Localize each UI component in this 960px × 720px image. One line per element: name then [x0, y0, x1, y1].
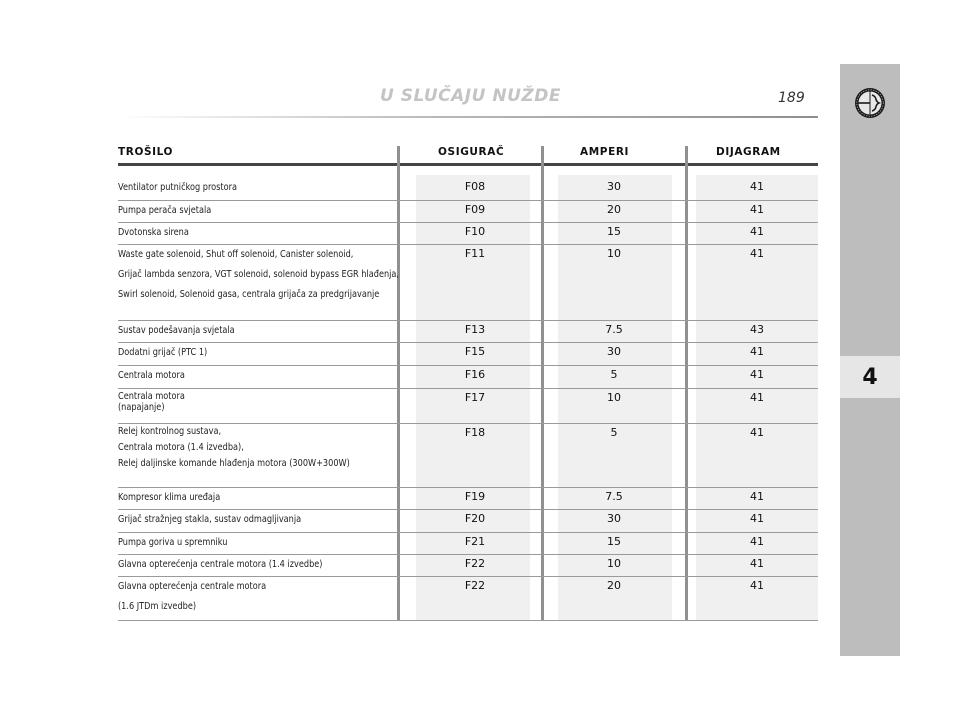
consumer-description-line: Grijač lambda senzora, VGT solenoid, solenoid bypass EGR hlađenja, — [118, 269, 400, 280]
fuse-value: F16 — [464, 368, 486, 381]
diagram-value: 41 — [750, 180, 764, 193]
chapter-number: 4 — [840, 356, 900, 398]
fuse-value: F17 — [464, 391, 486, 404]
consumer-description-line: Pumpa perača svjetala — [118, 205, 212, 216]
consumer-description-line: Glavna opterećenja centrale motora — [118, 581, 267, 592]
amperes-value: 7.5 — [605, 490, 623, 503]
diagram-value: 41 — [750, 535, 764, 548]
diagram-value: 41 — [750, 579, 764, 592]
table-row — [118, 201, 818, 223]
column-header-amperes: AMPERI — [580, 146, 630, 158]
chapter-side-tab — [840, 64, 900, 656]
amperes-value: 15 — [607, 225, 621, 238]
fuse-value: F15 — [464, 345, 486, 358]
consumer-description — [118, 223, 359, 243]
consumer-description — [118, 577, 359, 617]
table-header-rule — [118, 163, 818, 166]
amperes-value: 5 — [610, 426, 618, 439]
amperes-value: 10 — [607, 247, 621, 260]
table-row — [118, 223, 818, 245]
consumer-description-line: Dodatni grijač (PTC 1) — [118, 347, 208, 358]
diagram-value: 41 — [750, 203, 764, 216]
table-row — [118, 321, 818, 343]
consumer-description — [118, 424, 359, 472]
diagram-value: 41 — [750, 426, 764, 439]
amperes-value: 5 — [610, 368, 618, 381]
consumer-description-line: Swirl solenoid, Solenoid gasa, centrala grijača za predgrijavanje — [118, 289, 380, 300]
table-row — [118, 533, 818, 555]
consumer-description — [118, 533, 359, 553]
consumer-description — [118, 343, 359, 363]
fuse-value: F11 — [464, 247, 486, 260]
table-row — [118, 343, 818, 366]
fuse-value: F08 — [464, 180, 486, 193]
consumer-description-line: Waste gate solenoid, Shut off solenoid, Canister solenoid, — [118, 249, 354, 260]
consumer-description-line: Pumpa goriva u spremniku — [118, 537, 228, 548]
fuse-value: F22 — [464, 557, 486, 570]
table-row — [118, 424, 818, 488]
fuse-value: F22 — [464, 579, 486, 592]
page-number: 189 — [778, 90, 805, 106]
table-row — [118, 389, 818, 424]
fuse-value: F18 — [464, 426, 486, 439]
consumer-description-line: Centrala motora — [118, 391, 185, 402]
consumer-description — [118, 389, 359, 413]
fuse-value: F21 — [464, 535, 486, 548]
amperes-value: 10 — [607, 391, 621, 404]
amperes-value: 15 — [607, 535, 621, 548]
amperes-value: 30 — [607, 345, 621, 358]
consumer-description-line: (1.6 JTDm izvedbe) — [118, 601, 197, 612]
consumer-description — [118, 245, 400, 305]
fuse-value: F13 — [464, 323, 486, 336]
diagram-value: 41 — [750, 557, 764, 570]
column-header-diagram: DIJAGRAM — [716, 146, 781, 158]
diagram-value: 41 — [750, 345, 764, 358]
section-title: U SLUČAJU NUŽDE — [380, 86, 561, 106]
fuse-value: F09 — [464, 203, 486, 216]
table-row — [118, 510, 818, 533]
header-rule — [118, 116, 818, 118]
diagram-value: 43 — [750, 323, 764, 336]
amperes-value: 20 — [607, 203, 621, 216]
consumer-description-line: Relej kontrolnog sustava, — [118, 426, 222, 437]
consumer-description — [118, 321, 359, 341]
fuse-value: F19 — [464, 490, 486, 503]
table-row — [118, 577, 818, 621]
amperes-value: 20 — [607, 579, 621, 592]
amperes-value: 7.5 — [605, 323, 623, 336]
amperes-value: 10 — [607, 557, 621, 570]
consumer-description-line: Centrala motora (1.4 izvedba), — [118, 442, 244, 453]
amperes-value: 30 — [607, 180, 621, 193]
table-row — [118, 178, 818, 201]
consumer-description-line: Dvotonska sirena — [118, 227, 189, 238]
consumer-description — [118, 555, 359, 575]
amperes-value: 30 — [607, 512, 621, 525]
consumer-description-line: Centrala motora — [118, 370, 185, 381]
diagram-value: 41 — [750, 490, 764, 503]
consumer-description-line: Glavna opterećenja centrale motora (1.4 izvedbe) — [118, 559, 323, 570]
fuse-value: F20 — [464, 512, 486, 525]
consumer-description — [118, 488, 359, 508]
table-row — [118, 555, 818, 577]
table-row — [118, 245, 818, 321]
consumer-description — [118, 366, 359, 386]
consumer-description-line: Ventilator putničkog prostora — [118, 182, 237, 193]
diagram-value: 41 — [750, 512, 764, 525]
consumer-description — [118, 510, 359, 530]
diagram-value: 41 — [750, 391, 764, 404]
diagram-value: 41 — [750, 368, 764, 381]
consumer-description — [118, 178, 359, 198]
consumer-description-line: Relej daljinske komande hlađenja motora (300W+300W) — [118, 458, 350, 469]
consumer-description — [118, 201, 359, 221]
consumer-description-line: Sustav podešavanja svjetala — [118, 325, 235, 336]
diagram-value: 41 — [750, 247, 764, 260]
diagram-value: 41 — [750, 225, 764, 238]
column-header-fuse: OSIGURAČ — [438, 146, 505, 158]
column-header-consumer: TROŠILO — [118, 146, 174, 158]
consumer-description-line: (napajanje) — [118, 402, 165, 413]
alfa-romeo-logo-icon — [854, 87, 886, 119]
table-row — [118, 366, 818, 389]
consumer-description-line: Kompresor klima uređaja — [118, 492, 221, 503]
fuse-value: F10 — [464, 225, 486, 238]
table-row — [118, 488, 818, 510]
consumer-description-line: Grijač stražnjeg stakla, sustav odmagljivanja — [118, 514, 302, 525]
